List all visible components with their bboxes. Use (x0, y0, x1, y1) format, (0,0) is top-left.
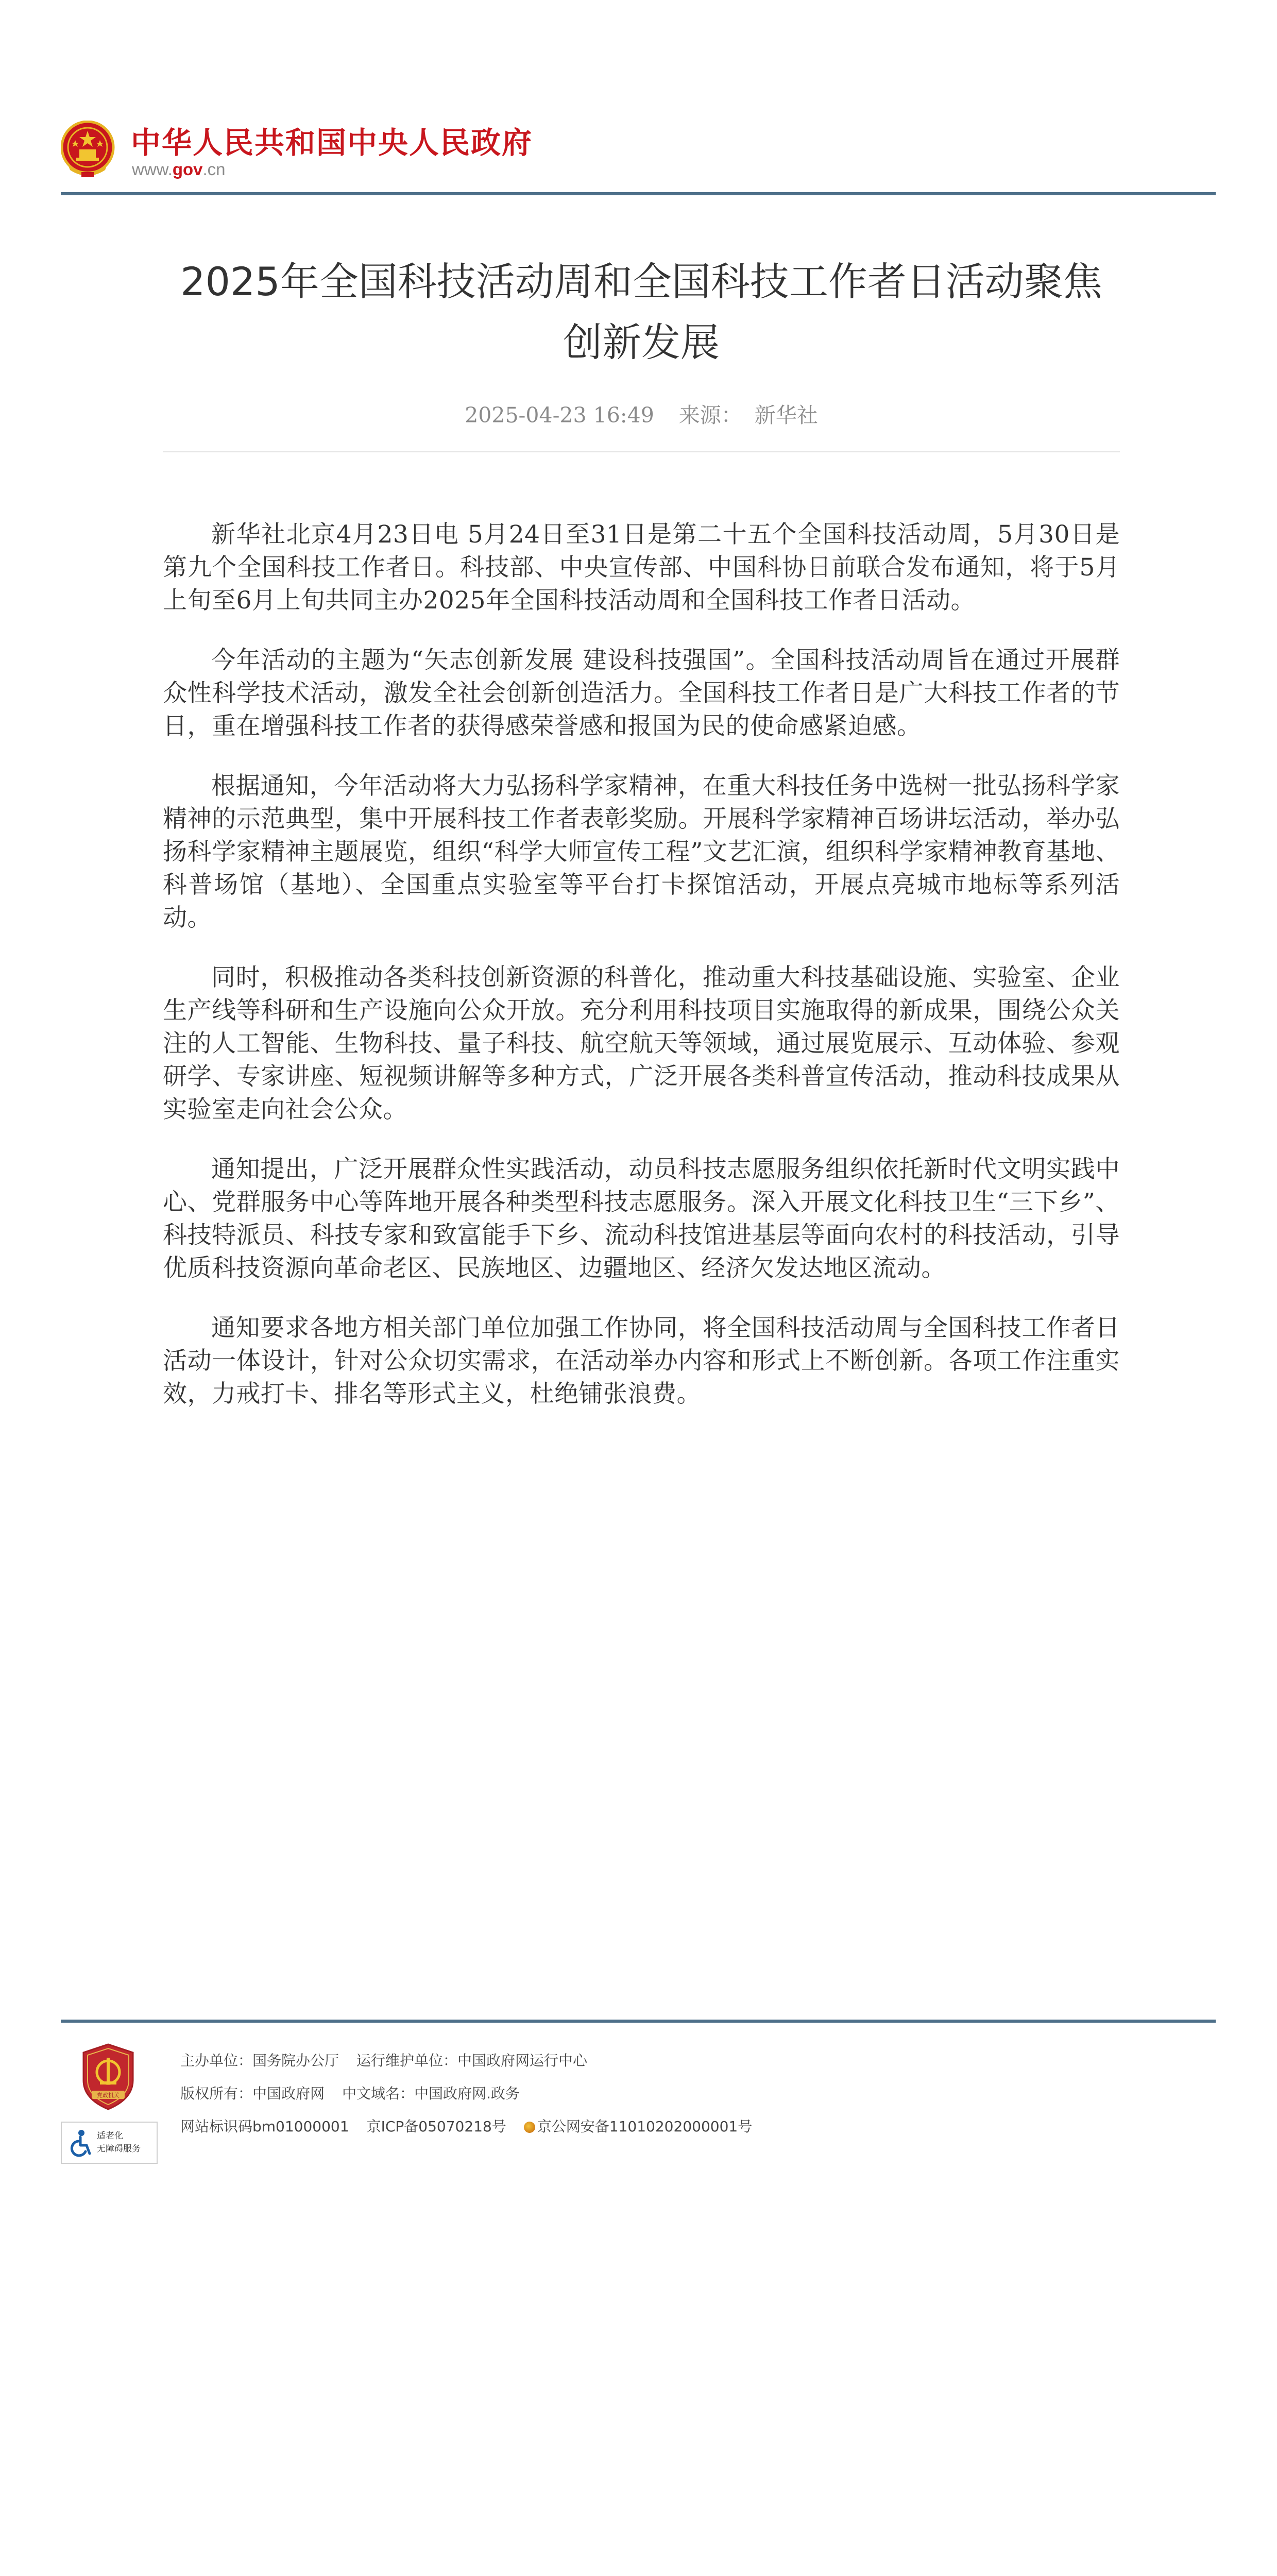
footer-operator: 运行维护单位：中国政府网运行中心 (356, 2052, 588, 2069)
article-body (163, 518, 1120, 1411)
footer-row-3 (180, 2116, 787, 2149)
source-label: 来源： (678, 403, 742, 428)
meta-divider (163, 451, 1120, 452)
footer-police-link[interactable] (524, 2118, 770, 2135)
accessibility-icon (66, 2129, 94, 2158)
site-header (61, 114, 1216, 193)
site-footer (61, 2040, 1216, 2174)
accessibility-label-line2: 无障碍服务 (97, 2144, 141, 2154)
footer-police-text: 京公网安备11010202000001号 (537, 2118, 753, 2135)
footer-site-id: 网站标识码bm01000001 (180, 2118, 349, 2135)
header-divider (61, 192, 1216, 195)
article-paragraph: 根据通知，今年活动将大力弘扬科学家精神，在重大科技任务中选树一批弘扬科学家精神的示范典型，集中开展科技工作者表彰奖励。开展科学家精神百场讲坛活动，举办弘扬科学家精神主题展览，组织“科学大师宣传工程”文艺汇演，组织科学家精神教育基地、科普场馆（基地）、全国重点实验室等平台打卡探馆活动，开展点亮城市地标等系列活动。 (163, 772, 1120, 932)
article-paragraph: 新华社北京4月23日电 5月24日至31日是第二十五个全国科技活动周，5月30日是第九个全国科技工作者日。科技部、中央宣传部、中国科协日前联合发布通知，将于5月上旬至6月上旬共同主办2025年全国科技活动周和全国科技工作者日活动。 (163, 520, 1120, 615)
article-paragraph: 通知提出，广泛开展群众性实践活动，动员科技志愿服务组织依托新时代文明实践中心、党群服务中心等阵地开展各种类型科技志愿服务。深入开展文化科技卫生“三下乡”、科技特派员、科技专家和致富能手下乡、流动科技馆进基层等面向农村的科技活动，引导优质科技资源向革命老区、民族地区、边疆地区、经济欠发达地区流动。 (163, 1155, 1120, 1282)
national-emblem-icon[interactable] (61, 121, 115, 180)
site-title[interactable]: 中华人民共和国中央人民政府 (131, 125, 533, 160)
footer-info (180, 2050, 787, 2149)
accessibility-label-line1: 适老化 (97, 2131, 123, 2141)
footer-row-2 (180, 2083, 787, 2116)
accessibility-label (97, 2130, 141, 2156)
url-suffix: .cn (202, 160, 226, 179)
footer-icp-link[interactable]: 京ICP备05070218号 (366, 2118, 506, 2135)
party-government-logo-icon[interactable] (79, 2043, 137, 2110)
footer-row-1 (180, 2050, 787, 2083)
accessibility-button[interactable] (61, 2122, 158, 2164)
article (163, 251, 1120, 1437)
url-gov: gov (172, 160, 203, 179)
url-prefix: www. (132, 160, 173, 179)
article-paragraph: 今年活动的主题为“矢志创新发展 建设科技强国”。全国科技活动周旨在通过开展群众性科学技术活动，激发全社会创新创造活力。全国科技工作者日是广大科技工作者的节日，重在增强科技工作者的获得感荣誉感和报国为民的使命感紧迫感。 (163, 646, 1120, 740)
footer-cn-domain: 中文域名：中国政府网.政务 (342, 2085, 520, 2102)
party-logo-text: 党政机关 (97, 2092, 120, 2099)
footer-copyright: 版权所有：中国政府网 (180, 2085, 325, 2102)
footer-divider (61, 2020, 1216, 2023)
article-source: 新华社 (754, 403, 818, 428)
site-url[interactable] (132, 160, 226, 179)
footer-sponsor: 主办单位：国务院办公厅 (180, 2052, 339, 2069)
article-meta (163, 400, 1120, 431)
article-title: 2025年全国科技活动周和全国科技工作者日活动聚焦创新发展 (180, 259, 1102, 365)
police-badge-icon (524, 2122, 535, 2133)
article-paragraph: 同时，积极推动各类科技创新资源的科普化，推动重大科技基础设施、实验室、企业生产线等科研和生产设施向公众开放。充分利用科技项目实施取得的新成果，围绕公众关注的人工智能、生物科技、量子科技、航空航天等领域，通过展览展示、互动体验、参观研学、专家讲座、短视频讲解等多种方式，广泛开展各类科普宣传活动，推动科技成果从实验室走向社会公众。 (163, 963, 1120, 1124)
article-datetime: 2025-04-23 16:49 (465, 403, 654, 428)
article-paragraph: 通知要求各地方相关部门单位加强工作协同，将全国科技活动周与全国科技工作者日活动一体设计，针对公众切实需求，在活动举办内容和形式上不断创新。各项工作注重实效，力戒打卡、排名等形式主义，杜绝铺张浪费。 (163, 1314, 1120, 1408)
